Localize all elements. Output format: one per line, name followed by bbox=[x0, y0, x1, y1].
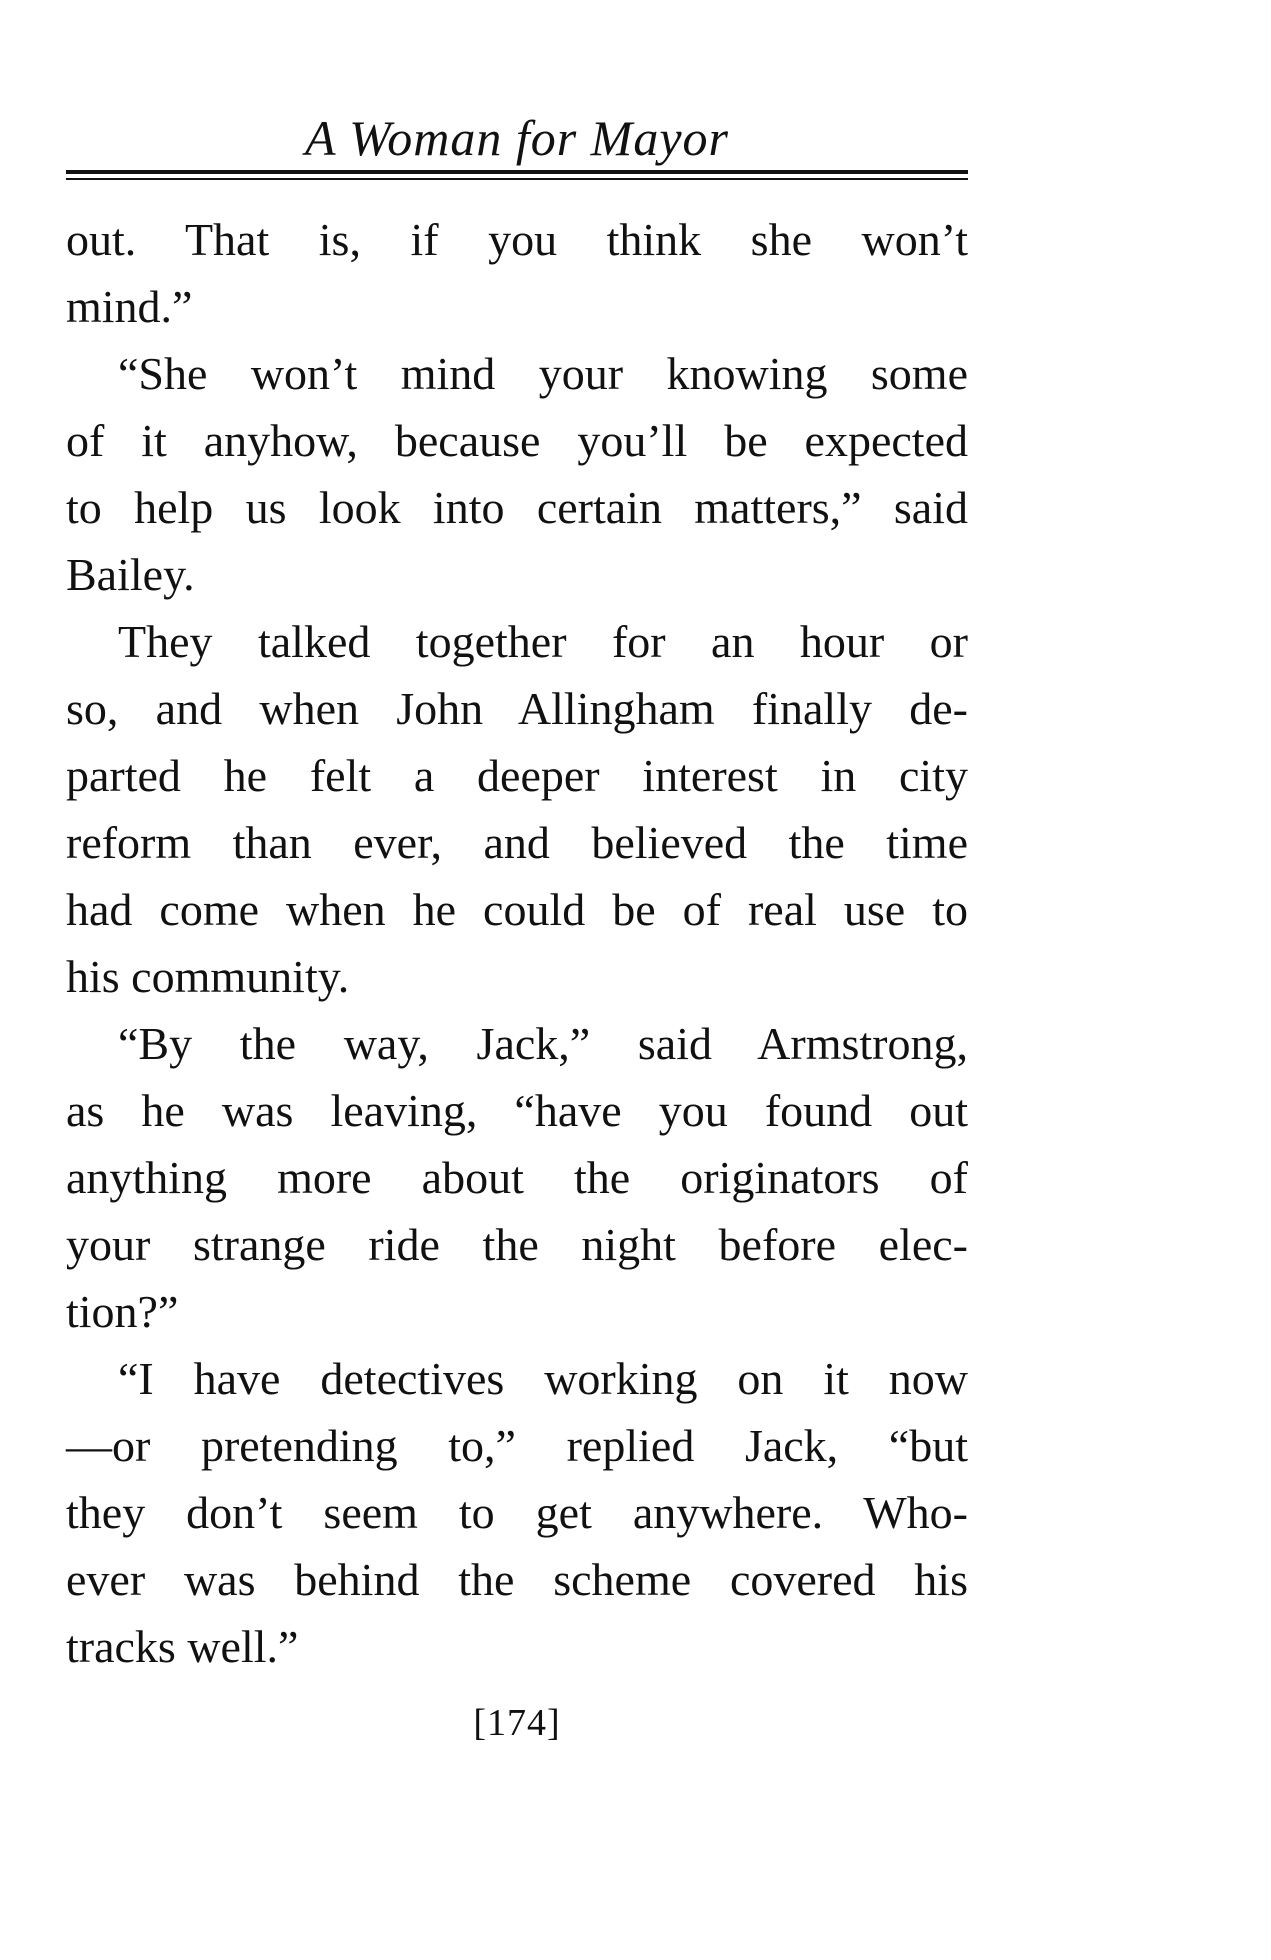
text-line: “By the way, Jack,” said Armstrong, bbox=[118, 1018, 968, 1069]
text-line: Bailey. bbox=[66, 549, 195, 600]
text-line: ever was behind the scheme covered his bbox=[66, 1554, 968, 1605]
running-title: A Woman for Mayor bbox=[305, 110, 729, 166]
text-line: your strange ride the night before elec- bbox=[66, 1219, 968, 1270]
text-line: parted he felt a deeper interest in city bbox=[66, 750, 968, 801]
text-line: tracks well.” bbox=[66, 1621, 299, 1672]
text-line: They talked together for an hour or bbox=[118, 616, 968, 667]
body-text bbox=[66, 206, 968, 1680]
text-line: as he was leaving, “have you found out bbox=[66, 1085, 968, 1136]
header-rule-thick bbox=[66, 170, 968, 174]
text-line: so, and when John Allingham finally de- bbox=[66, 683, 968, 734]
page-number: [174] bbox=[473, 1702, 561, 1744]
text-line: reform than ever, and believed the time bbox=[66, 817, 968, 868]
text-line: to help us look into certain matters,” said bbox=[66, 482, 968, 533]
text-line: mind.” bbox=[66, 281, 193, 332]
text-line: had come when he could be of real use to bbox=[66, 884, 968, 935]
text-line: his community. bbox=[66, 951, 350, 1002]
text-line: out. That is, if you think she won’t bbox=[66, 214, 968, 265]
text-line: “I have detectives working on it now bbox=[118, 1353, 968, 1404]
text-line: of it anyhow, because you’ll be expected bbox=[66, 415, 968, 466]
text-line: tion?” bbox=[66, 1286, 179, 1337]
text-line: —or pretending to,” replied Jack, “but bbox=[66, 1420, 968, 1471]
text-line: “She won’t mind your knowing some bbox=[118, 348, 968, 399]
text-line: anything more about the originators of bbox=[66, 1152, 968, 1203]
text-line: they don’t seem to get anywhere. Who- bbox=[66, 1487, 968, 1538]
header-rule-thin bbox=[66, 178, 968, 180]
